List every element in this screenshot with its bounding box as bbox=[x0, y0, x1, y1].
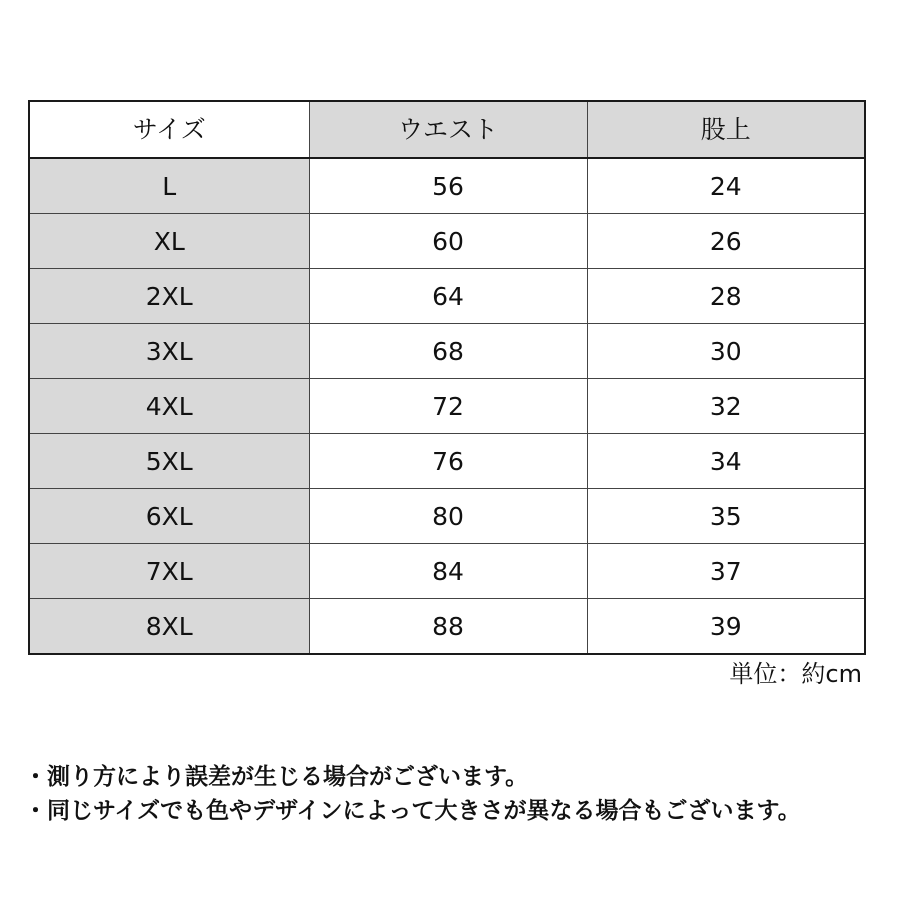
header-rise: 股上 bbox=[587, 101, 865, 158]
table-body bbox=[29, 158, 865, 654]
note-measurement-error: ・測り方により誤差が生じる場合がございます。 bbox=[24, 764, 529, 790]
cell-rise: 34 bbox=[587, 434, 865, 489]
table-row bbox=[29, 379, 865, 434]
cell-waist: 68 bbox=[309, 324, 587, 379]
cell-size: 6XL bbox=[29, 489, 309, 544]
table-row bbox=[29, 599, 865, 655]
cell-waist: 64 bbox=[309, 269, 587, 324]
cell-waist: 56 bbox=[309, 158, 587, 214]
table-header-row bbox=[29, 101, 865, 158]
table-row bbox=[29, 489, 865, 544]
cell-size: L bbox=[29, 158, 309, 214]
cell-rise: 26 bbox=[587, 214, 865, 269]
cell-size: 3XL bbox=[29, 324, 309, 379]
cell-rise: 35 bbox=[587, 489, 865, 544]
cell-waist: 60 bbox=[309, 214, 587, 269]
unit-note: 単位：約cm bbox=[729, 660, 862, 688]
cell-size: XL bbox=[29, 214, 309, 269]
cell-size: 4XL bbox=[29, 379, 309, 434]
header-waist: ウエスト bbox=[309, 101, 587, 158]
cell-rise: 39 bbox=[587, 599, 865, 655]
cell-rise: 24 bbox=[587, 158, 865, 214]
cell-size: 2XL bbox=[29, 269, 309, 324]
table-row bbox=[29, 434, 865, 489]
cell-rise: 37 bbox=[587, 544, 865, 599]
cell-size: 7XL bbox=[29, 544, 309, 599]
table-row bbox=[29, 324, 865, 379]
cell-size: 5XL bbox=[29, 434, 309, 489]
cell-waist: 72 bbox=[309, 379, 587, 434]
table-row bbox=[29, 158, 865, 214]
table-row bbox=[29, 269, 865, 324]
cell-rise: 32 bbox=[587, 379, 865, 434]
cell-waist: 84 bbox=[309, 544, 587, 599]
cell-waist: 76 bbox=[309, 434, 587, 489]
header-size: サイズ bbox=[29, 101, 309, 158]
table-row bbox=[29, 544, 865, 599]
cell-rise: 28 bbox=[587, 269, 865, 324]
note-size-variation: ・同じサイズでも色やデザインによって大きさが異なる場合もございます。 bbox=[24, 798, 801, 824]
table-row bbox=[29, 214, 865, 269]
size-chart-table bbox=[28, 100, 866, 655]
cell-waist: 88 bbox=[309, 599, 587, 655]
notes-section bbox=[24, 760, 884, 828]
cell-size: 8XL bbox=[29, 599, 309, 655]
cell-waist: 80 bbox=[309, 489, 587, 544]
cell-rise: 30 bbox=[587, 324, 865, 379]
